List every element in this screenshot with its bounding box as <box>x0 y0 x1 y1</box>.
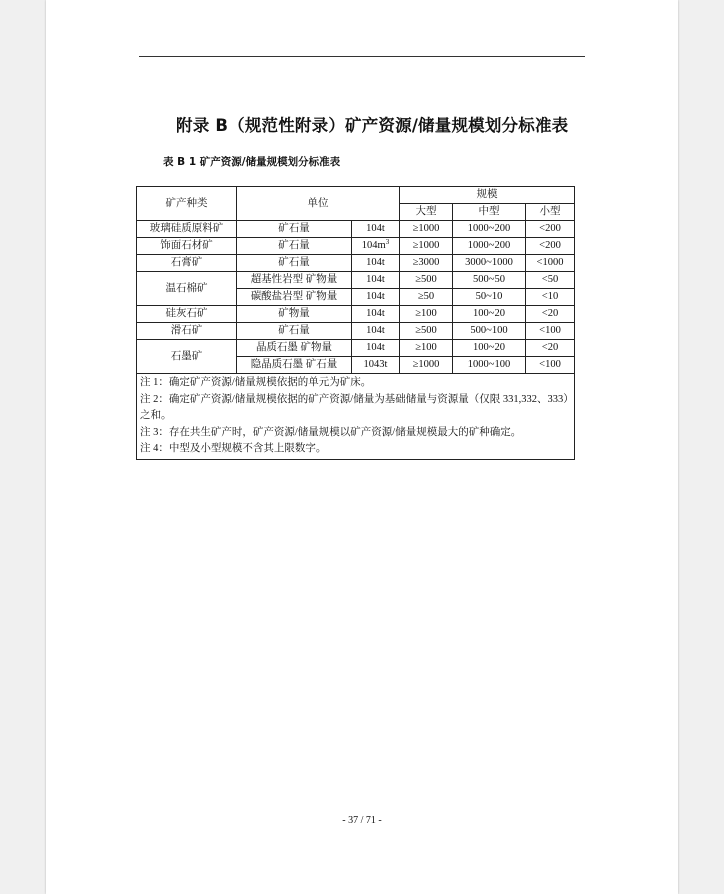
large-cell: ≥100 <box>400 306 453 323</box>
medium-cell: 100~20 <box>453 340 526 357</box>
small-cell: <20 <box>526 340 575 357</box>
measure-cell: 超基性岩型 矿物量 <box>237 272 352 289</box>
mineral-cell: 石墨矿 <box>137 340 237 374</box>
table-row <box>137 238 575 255</box>
small-cell: <1000 <box>526 255 575 272</box>
unit-base: 104m <box>361 240 386 251</box>
large-cell: ≥1000 <box>400 357 453 374</box>
unit-superscript: 3 <box>385 238 390 246</box>
table-notes-row <box>137 374 575 460</box>
medium-cell: 500~100 <box>453 323 526 340</box>
medium-cell: 1000~200 <box>453 221 526 238</box>
note-4: 注 4：中型及小型规模不含其上限数字。 <box>140 443 327 454</box>
small-cell: <100 <box>526 357 575 374</box>
mineral-cell: 石膏矿 <box>137 255 237 272</box>
note-3: 注 3：存在共生矿产时，矿产资源/储量规模以矿产资源/储量规模最大的矿种确定。 <box>140 426 522 438</box>
unit-cell: 104t <box>352 323 400 340</box>
appendix-title: 附录 B（规范性附录）矿产资源/储量规模划分标准表 <box>176 116 569 135</box>
small-cell: <200 <box>526 238 575 255</box>
unit-cell: 1043t <box>352 357 400 374</box>
note-2: 注 2：确定矿产资源/储量规模依据的矿产资源/储量为基础储量与资源量（仅限 331,332、333）之和。 <box>140 393 569 421</box>
unit-cell: 104t <box>352 289 400 306</box>
unit-cell: 104t <box>352 221 400 238</box>
medium-cell: 50~10 <box>453 289 526 306</box>
medium-cell: 100~20 <box>453 306 526 323</box>
medium-cell: 1000~200 <box>453 238 526 255</box>
measure-cell: 矿物量 <box>237 306 352 323</box>
small-cell: <20 <box>526 306 575 323</box>
unit-cell: 104t <box>352 272 400 289</box>
small-cell: <100 <box>526 323 575 340</box>
large-cell: ≥1000 <box>400 238 453 255</box>
page-number: - 37 / 71 - <box>342 815 382 826</box>
unit-cell: 104t <box>352 306 400 323</box>
small-cell: <200 <box>526 221 575 238</box>
unit-cell <box>352 238 400 255</box>
table-caption: 表 B 1 矿产资源/储量规模划分标准表 <box>163 156 341 168</box>
header-unit: 单位 <box>237 187 400 221</box>
measure-cell: 晶质石墨 矿物量 <box>237 340 352 357</box>
header-small: 小型 <box>526 204 575 221</box>
large-cell: ≥3000 <box>400 255 453 272</box>
medium-cell: 1000~100 <box>453 357 526 374</box>
header-medium: 中型 <box>453 204 526 221</box>
mineral-cell: 饰面石材矿 <box>137 238 237 255</box>
table-notes <box>137 374 575 460</box>
large-cell: ≥1000 <box>400 221 453 238</box>
table-row <box>137 255 575 272</box>
small-cell: <50 <box>526 272 575 289</box>
unit-cell: 104t <box>352 255 400 272</box>
measure-cell: 隐晶质石墨 矿石量 <box>237 357 352 374</box>
table-header-row <box>137 187 575 204</box>
header-scale: 规模 <box>400 187 575 204</box>
measure-cell: 碳酸盐岩型 矿物量 <box>237 289 352 306</box>
scale-standard-table <box>136 186 575 460</box>
mineral-cell: 玻璃硅质原料矿 <box>137 221 237 238</box>
mineral-cell: 硅灰石矿 <box>137 306 237 323</box>
medium-cell: 3000~1000 <box>453 255 526 272</box>
large-cell: ≥100 <box>400 340 453 357</box>
medium-cell: 500~50 <box>453 272 526 289</box>
header-mineral-type: 矿产种类 <box>137 187 237 221</box>
measure-cell: 矿石量 <box>237 221 352 238</box>
header-large: 大型 <box>400 204 453 221</box>
note-1: 注 1：确定矿产资源/储量规模依据的单元为矿床。 <box>140 377 372 388</box>
table-row <box>137 272 575 289</box>
mineral-cell: 滑石矿 <box>137 323 237 340</box>
measure-cell: 矿石量 <box>237 238 352 255</box>
table-row <box>137 306 575 323</box>
table-row <box>137 340 575 357</box>
table-row <box>137 221 575 238</box>
measure-cell: 矿石量 <box>237 255 352 272</box>
large-cell: ≥500 <box>400 272 453 289</box>
small-cell: <10 <box>526 289 575 306</box>
table-row <box>137 323 575 340</box>
measure-cell: 矿石量 <box>237 323 352 340</box>
mineral-cell: 温石棉矿 <box>137 272 237 306</box>
header-rule <box>139 56 585 57</box>
unit-cell: 104t <box>352 340 400 357</box>
large-cell: ≥500 <box>400 323 453 340</box>
large-cell: ≥50 <box>400 289 453 306</box>
